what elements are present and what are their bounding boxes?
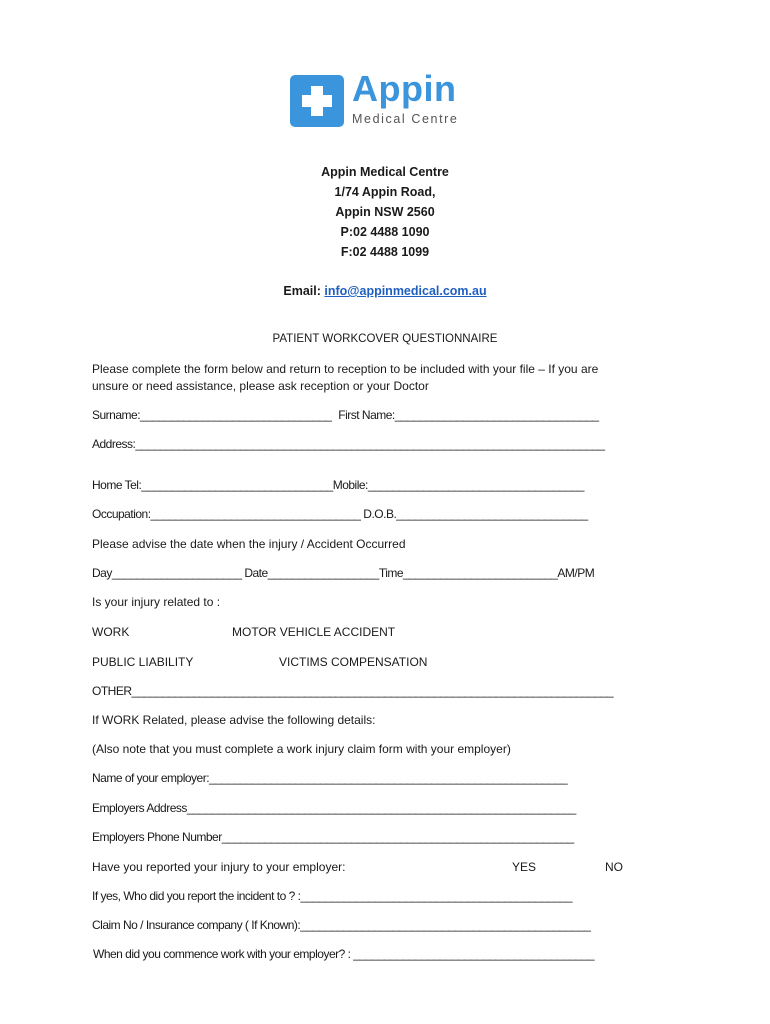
option-victims-compensation[interactable]: VICTIMS COMPENSATION bbox=[279, 655, 428, 669]
clinic-address-line2: Appin NSW 2560 bbox=[335, 205, 435, 219]
option-other-field[interactable]: OTHER______________________________________________________________________________ bbox=[92, 684, 614, 698]
option-motor-vehicle-accident[interactable]: MOTOR VEHICLE ACCIDENT bbox=[232, 625, 396, 639]
clinic-email-row bbox=[0, 284, 770, 298]
logo-name: Appin bbox=[352, 68, 457, 109]
clinic-name: Appin Medical Centre bbox=[321, 165, 449, 179]
clinic-fax: F:02 4488 1099 bbox=[340, 245, 430, 259]
option-public-liability[interactable]: PUBLIC LIABILITY bbox=[92, 655, 194, 669]
reported-no-option[interactable]: NO bbox=[605, 860, 623, 874]
option-work[interactable]: WORK bbox=[92, 625, 130, 639]
reported-yes-option[interactable]: YES bbox=[512, 860, 537, 874]
first-name-field[interactable]: First Name:_________________________________ bbox=[338, 408, 599, 422]
reported-to-field[interactable]: If yes, Who did you report the incident to ? :____________________________________________ bbox=[92, 889, 573, 903]
claim-number-field[interactable]: Claim No / Insurance company ( If Known):_______________________________________________ bbox=[92, 918, 591, 932]
date-field[interactable]: Date__________________ bbox=[244, 566, 379, 580]
occupation-field[interactable]: Occupation:__________________________________ bbox=[92, 507, 361, 521]
medical-cross-icon bbox=[290, 75, 344, 127]
email-link[interactable]: info@appinmedical.com.au bbox=[324, 284, 487, 298]
occupation-row bbox=[92, 507, 588, 521]
claim-form-note: (Also note that you must complete a work injury claim form with your employer) bbox=[92, 742, 511, 756]
dob-field[interactable]: D.O.B._______________________________ bbox=[363, 507, 588, 521]
form-title: PATIENT WORKCOVER QUESTIONNAIRE bbox=[272, 333, 498, 345]
logo-subtitle: Medical Centre bbox=[352, 112, 459, 126]
time-field[interactable]: Time_________________________AM/PM bbox=[378, 566, 595, 580]
commence-work-field[interactable]: When did you commence work with your employer? : _______________________________________ bbox=[93, 947, 595, 961]
clinic-phone: P:02 4488 1090 bbox=[340, 225, 430, 239]
work-related-prompt: If WORK Related, please advise the following details: bbox=[92, 713, 376, 727]
injury-date-prompt: Please advise the date when the injury / Accident Occurred bbox=[92, 537, 406, 551]
email-label: Email: bbox=[283, 284, 321, 298]
surname-field[interactable] bbox=[92, 408, 599, 422]
related-prompt: Is your injury related to : bbox=[92, 595, 221, 609]
instructions-line1: Please complete the form below and return to reception to be included with your file – If you are bbox=[92, 362, 599, 376]
date-time-row bbox=[92, 566, 594, 580]
employer-address-field[interactable]: Employers Address_______________________________________________________________ bbox=[92, 801, 576, 815]
day-field[interactable]: Day_____________________ bbox=[92, 566, 242, 580]
clinic-address-line1: 1/74 Appin Road, bbox=[334, 185, 436, 199]
employer-name-field[interactable]: Name of your employer:__________________________________________________________ bbox=[92, 771, 568, 785]
employer-phone-field[interactable]: Employers Phone Number_________________________________________________________ bbox=[92, 830, 574, 844]
mobile-field[interactable]: Mobile:___________________________________ bbox=[332, 478, 584, 492]
reported-prompt: Have you reported your injury to your employer: bbox=[92, 860, 346, 874]
surname-label: Surname:_______________________________ bbox=[92, 408, 332, 422]
instructions-line2: unsure or need assistance, please ask reception or your Doctor bbox=[92, 379, 429, 393]
home-tel-field[interactable]: Home Tel:_______________________________ bbox=[92, 478, 333, 492]
phone-row bbox=[92, 478, 584, 492]
address-field[interactable]: Address:____________________________________________________________________________ bbox=[92, 437, 605, 451]
logo bbox=[290, 68, 475, 130]
